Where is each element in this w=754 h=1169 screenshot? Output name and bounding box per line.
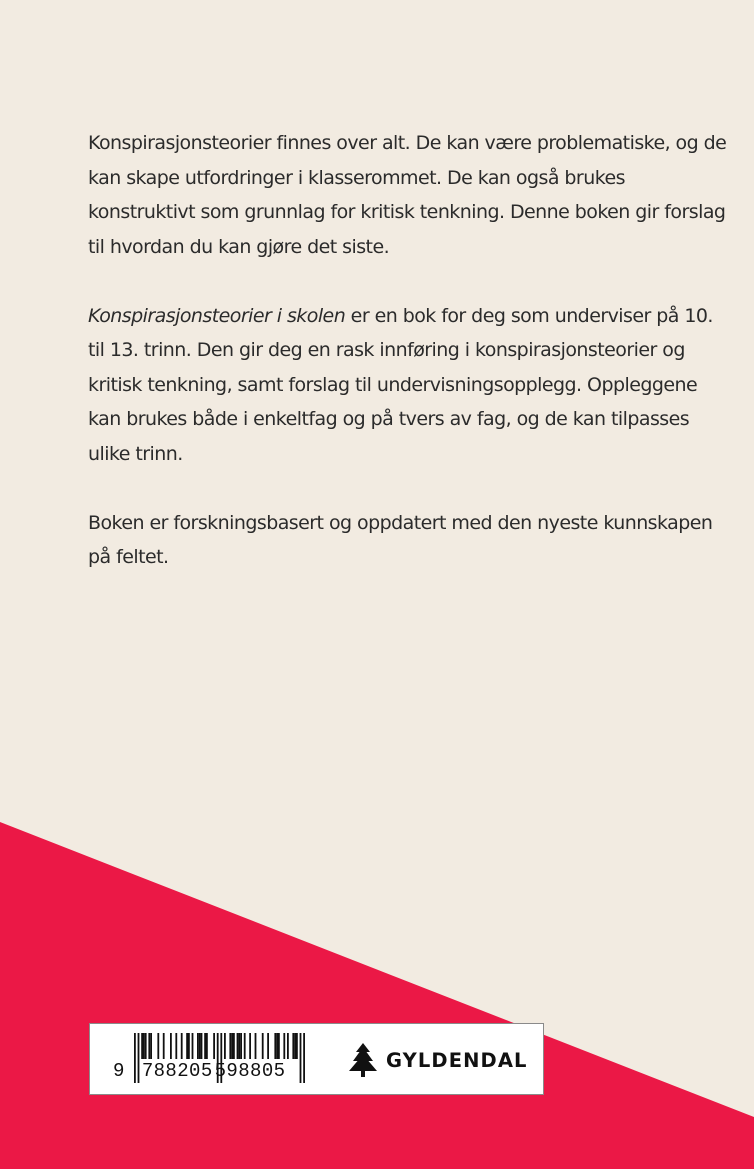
- book-title: Konspirasjonsteorier i skolen: [88, 304, 346, 327]
- barcode-bar: [278, 1033, 280, 1059]
- isbn-group-2: 598805: [214, 1060, 286, 1082]
- isbn-first-digit: 9: [113, 1060, 125, 1082]
- barcode-bar: [150, 1033, 152, 1059]
- barcode-bar: [206, 1033, 208, 1059]
- barcode-bar: [294, 1033, 296, 1059]
- back-cover-blurb: [88, 126, 728, 609]
- barcode-bar: [175, 1033, 177, 1059]
- barcode-bar: [287, 1033, 289, 1059]
- barcode-bar: [303, 1033, 305, 1083]
- barcode-bar: [292, 1033, 294, 1059]
- isbn-group-1: 788205: [141, 1060, 213, 1082]
- barcode-bar: [233, 1033, 235, 1059]
- barcode-bar: [213, 1033, 215, 1059]
- barcode-bar: [262, 1033, 264, 1059]
- barcode-bar: [199, 1033, 201, 1059]
- barcode-bar: [229, 1033, 231, 1059]
- barcode-bar: [267, 1033, 269, 1059]
- barcode-bar: [192, 1033, 194, 1059]
- isbn-barcode-panel: [89, 1023, 544, 1095]
- blurb-paragraph-2: [88, 299, 728, 472]
- barcode-bar: [201, 1033, 203, 1059]
- isbn-number: [113, 1060, 285, 1082]
- barcode-bar: [300, 1033, 302, 1083]
- barcode-bar: [231, 1033, 233, 1059]
- publisher-name: GYLDENDAL: [386, 1048, 528, 1072]
- blurb-paragraph-1: Konspirasjonsteorier finnes over alt. De kan være problematiske, og de kan skape utfordringer i klasserommet. De kan også brukes konstruktivt som grunnlag for kritisk tenkning. Denne boken gir forslag til hvordan du kan gjøre det siste.: [88, 132, 727, 258]
- barcode-bar: [163, 1033, 165, 1059]
- barcode-bar: [143, 1033, 145, 1059]
- barcode-bar: [283, 1033, 285, 1059]
- barcode-bar: [204, 1033, 206, 1059]
- blurb-paragraph-2-text: er en bok for deg som underviser på 10. til 13. trinn. Den gir deg en rask innføring i konspirasjonsteorier og kritisk tenkning, samt forslag til undervisningsopplegg. Oppleggene kan brukes både i enkeltfag og på tvers av fag, og de kan tilpasses ulike trinn.: [88, 304, 713, 465]
- publisher-logo: [348, 1042, 528, 1078]
- barcode-bar: [238, 1033, 240, 1059]
- barcode-bar: [181, 1033, 183, 1059]
- barcode-bar: [249, 1033, 251, 1059]
- blurb-paragraph-3: Boken er forskningsbasert og oppdatert med den nyeste kunnskapen på feltet.: [88, 511, 713, 568]
- barcode-bar: [145, 1033, 147, 1059]
- barcode-bar: [274, 1033, 276, 1059]
- barcode-bar: [244, 1033, 246, 1059]
- barcode-bar: [170, 1033, 172, 1059]
- barcode-bar: [148, 1033, 150, 1059]
- barcode-bar: [224, 1033, 226, 1059]
- barcode-bar: [188, 1033, 190, 1059]
- barcode-bar: [237, 1033, 239, 1059]
- fir-tree-icon: [348, 1042, 378, 1078]
- barcode-bar: [157, 1033, 159, 1059]
- barcode-bar: [197, 1033, 199, 1059]
- barcode-bar: [141, 1033, 143, 1059]
- barcode-bar: [296, 1033, 298, 1059]
- barcode-bar: [276, 1033, 278, 1059]
- barcode-bar: [186, 1033, 188, 1059]
- barcode-bar: [255, 1033, 257, 1059]
- barcode-bar: [240, 1033, 242, 1059]
